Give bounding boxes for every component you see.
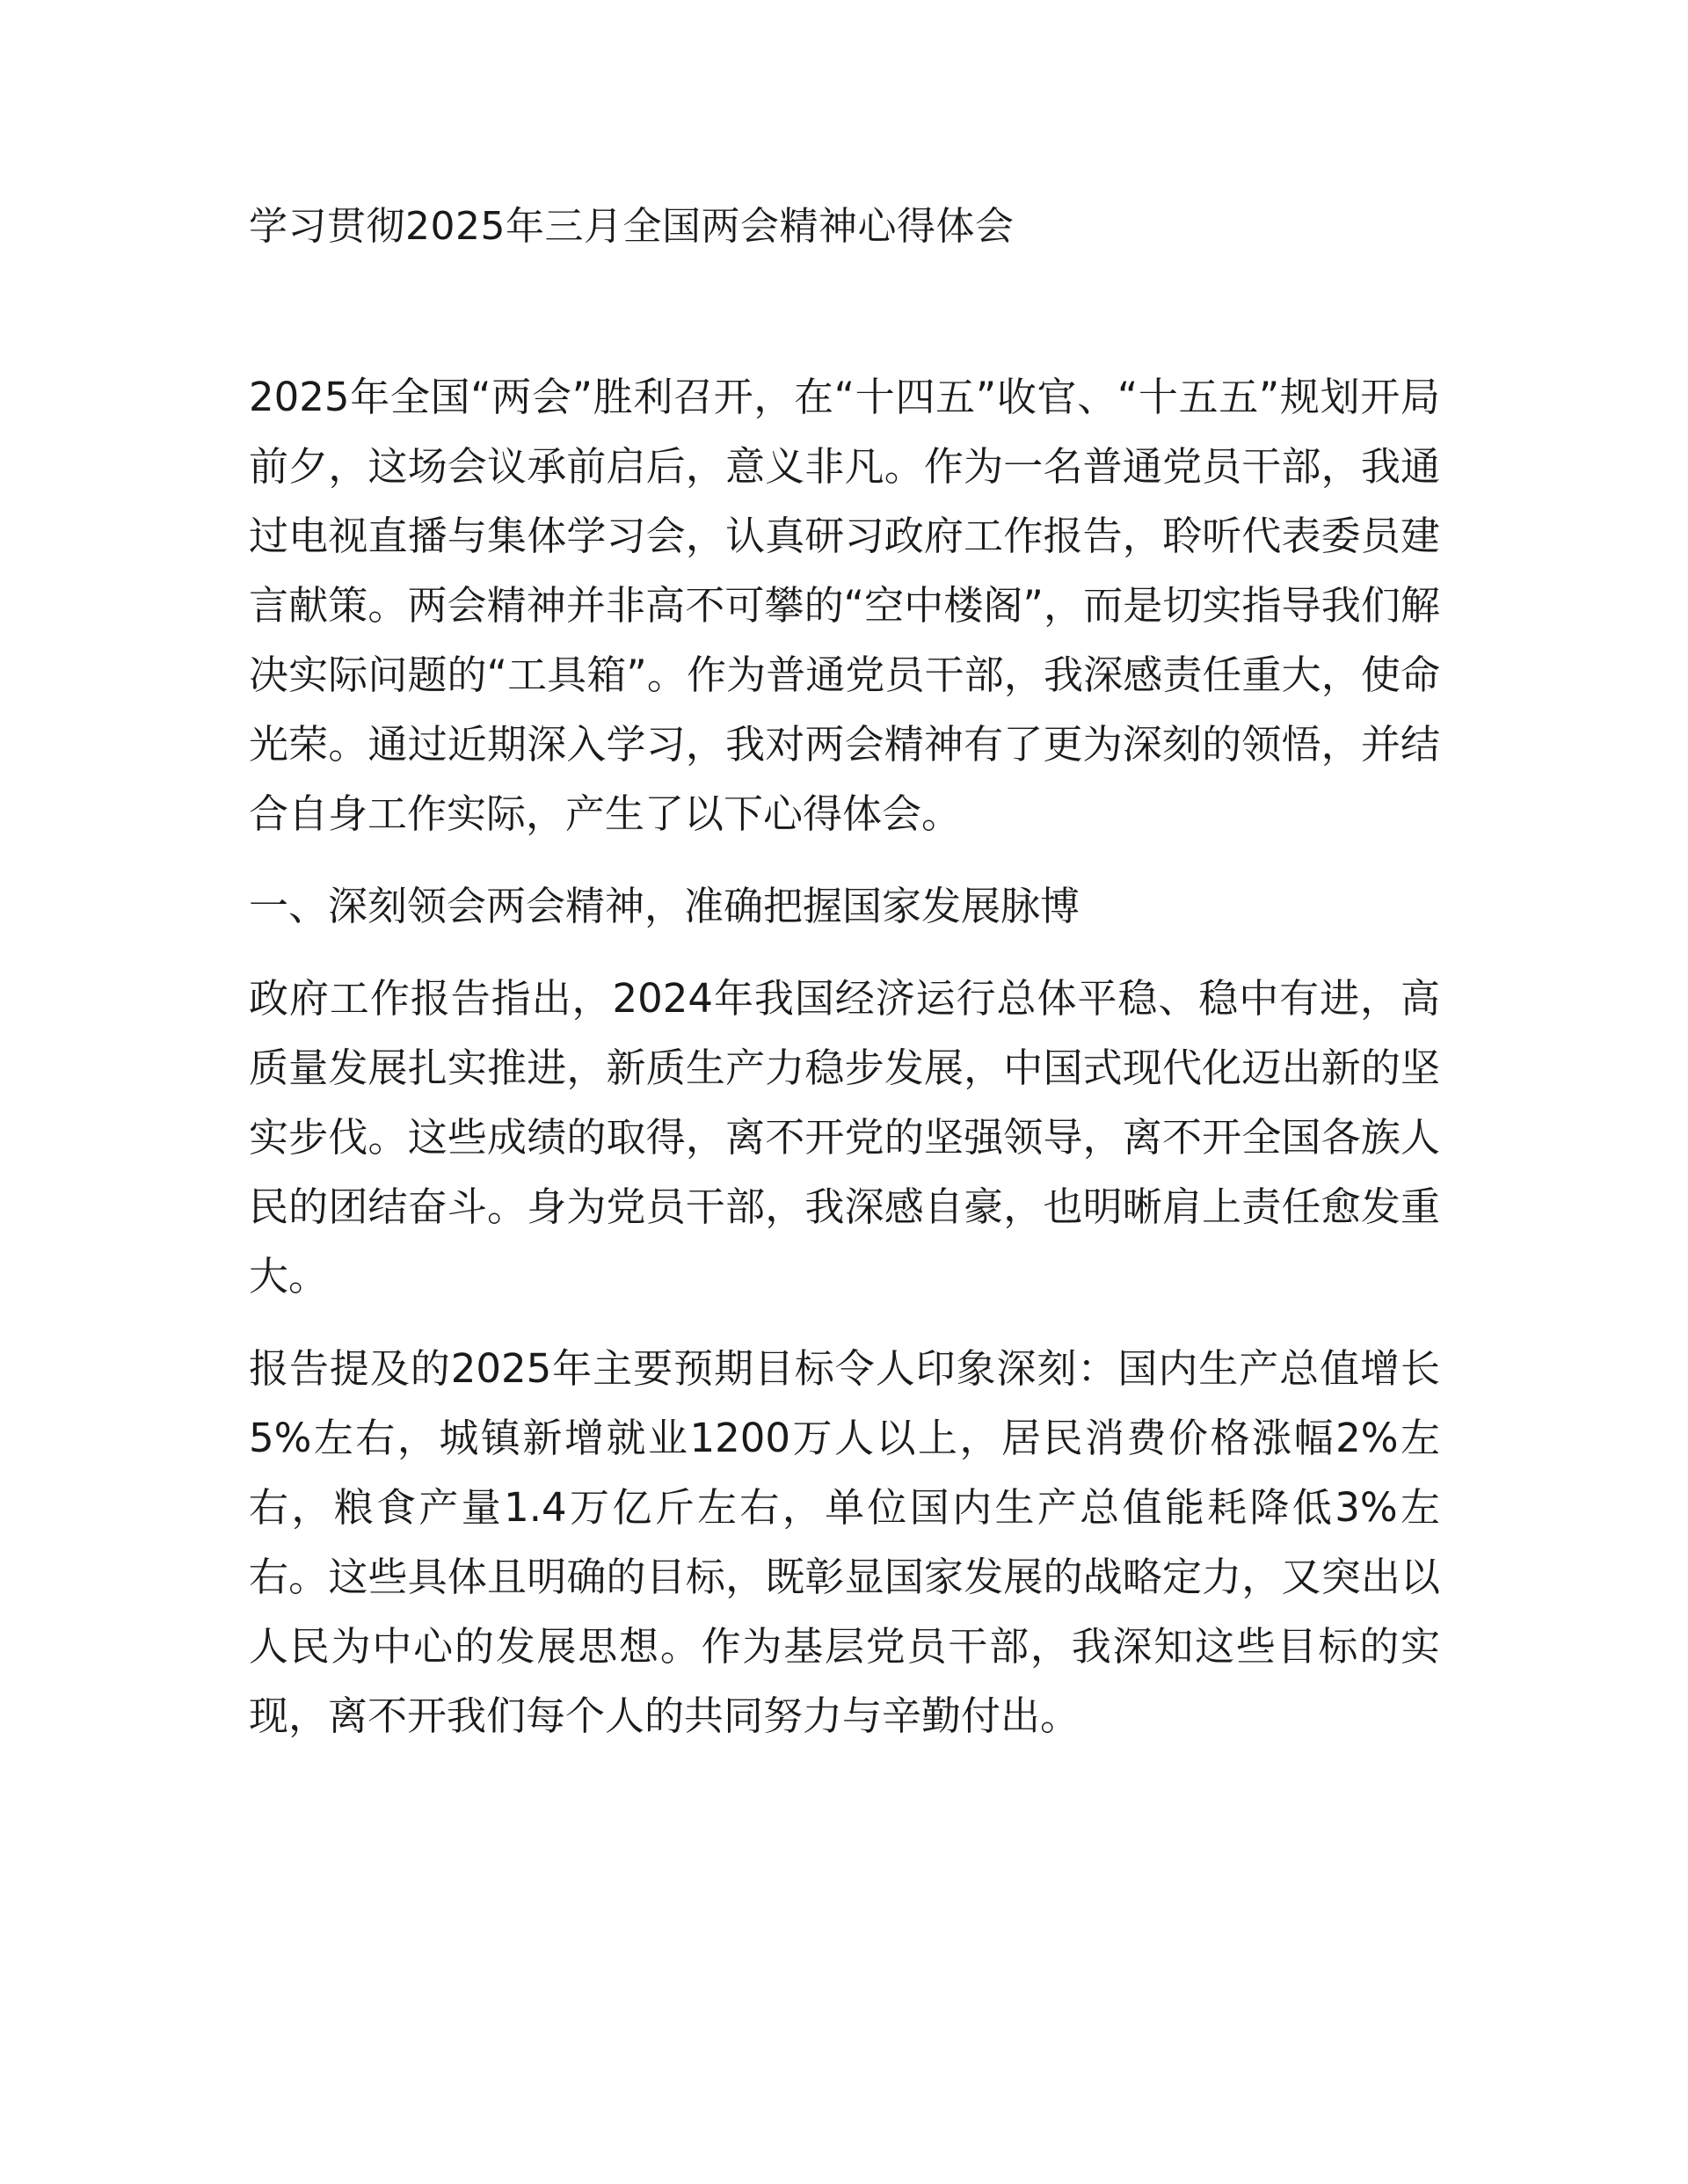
document-title: 学习贯彻2025年三月全国两会精神心得体会: [249, 204, 1015, 249]
intro-paragraph: 2025年全国“两会”胜利召开，在“十四五”收官、“十五五”规划开局前夕，这场会议承前启后，意义非凡。作为一名普通党员干部，我通过电视直播与集体学习会，认真研习政府工作报告，聆听代表委员建言献策。两会精神并非高不可攀的“空中楼阁”，而是切实指导我们解决实际问题的“工具箱”。作为普通党员干部，我深感责任重大，使命光荣。通过近期深入学习，我对两会精神有了更为深刻的领悟，并结合自身工作实际，产生了以下心得体会。: [249, 374, 1440, 837]
section-1-paragraph-2: 报告提及的2025年主要预期目标令人印象深刻：国内生产总值增长5%左右，城镇新增就业1200万人以上，居民消费价格涨幅2%左右，粮食产量1.4万亿斤左右，单位国内生产总值能耗降低3%左右。这些具体且明确的目标，既彰显国家发展的战略定力，又突出以人民为中心的发展思想。作为基层党员干部，我深知这些目标的实现，离不开我们每个人的共同努力与辛勤付出。: [249, 1345, 1440, 1739]
document-body: [249, 362, 1440, 1773]
section-1-heading: 一、深刻领会两会精神，准确把握国家发展脉博: [249, 883, 1080, 929]
section-1-paragraph-1: 政府工作报告指出，2024年我国经济运行总体平稳、稳中有进，高质量发展扎实推进，新质生产力稳步发展，中国式现代化迈出新的坚实步伐。这些成绩的取得，离不开党的坚强领导，离不开全国各族人民的团结奋斗。身为党员干部，我深感自豪，也明晰肩上责任愈发重大。: [249, 975, 1440, 1299]
